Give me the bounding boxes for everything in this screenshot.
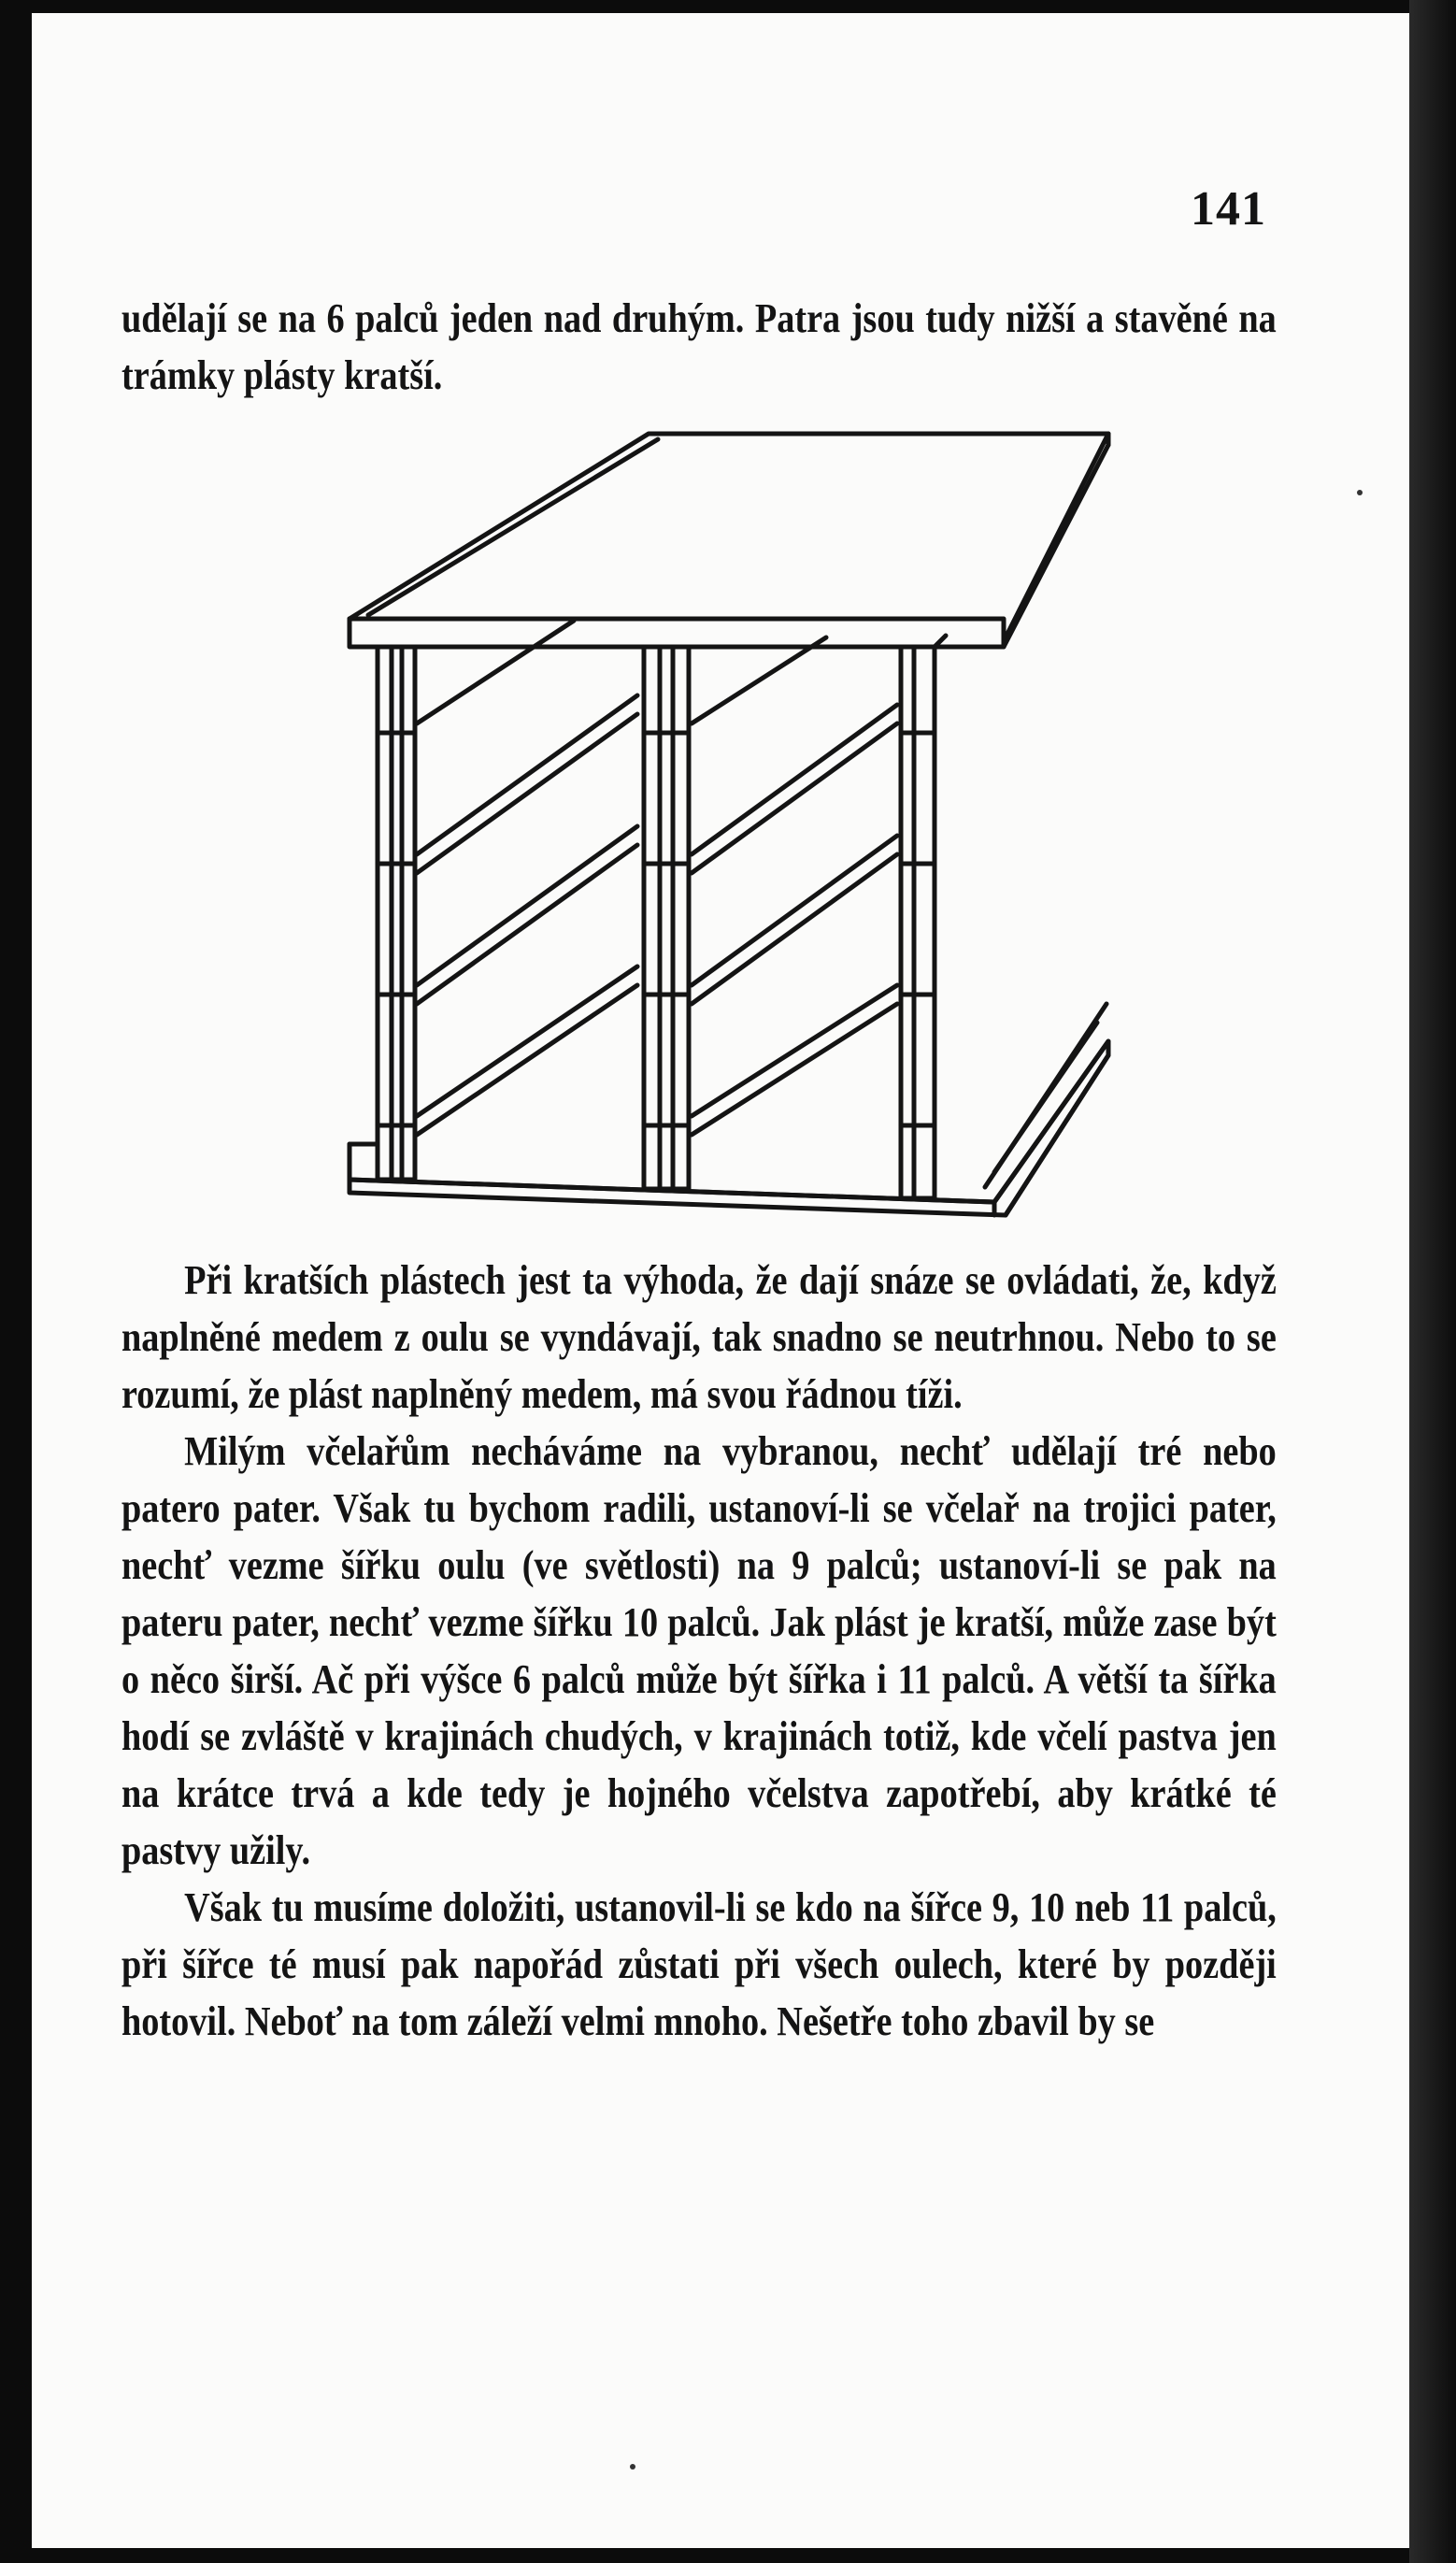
intro-text-block	[121, 290, 1277, 404]
page-edge-shadow	[1409, 0, 1456, 2563]
paragraph-2: Milým včelařům necháváme na vybranou, nechť udělají tré nebo patero pater. Však tu bychom radili, ustanoví-li se včelař na trojici pater, nechť vezme šířku oulu (ve světlosti) na 9 palců; ustanoví-li se pak na pateru pater, nechť vezme šířku 10 palců. Jak plást je kratší, může zase být o něco širší. Ač při výšce 6 palců může být šířka i 11 palců. A větší ta šířka hodí se zvláště v krajinách chudých, v krajinách totiž, kde včelí pastva jen na krátce trvá a kde tedy je hojného včelstva zapotřebí, aby krátké té pastvy užily.	[121, 1427, 1277, 1873]
hive-frame-illustration	[340, 424, 1135, 1238]
intro-paragraph: udělají se na 6 palců jeden nad druhým. Patra jsou tudy nižší a stavěné na trámky plásty kratší.	[121, 294, 1277, 398]
speck-mark	[630, 2464, 635, 2470]
book-page	[32, 13, 1409, 2548]
paragraph-3: Však tu musíme doložiti, ustanovil-li se kdo na šířce 9, 10 neb 11 palců, při šířce té musí pak napořád zůstati při všech oulech, které by později hotovil. Neboť na tom záleží velmi mnoho. Nešetře toho zbavil by se	[121, 1883, 1277, 2044]
paragraph-1: Při kratších plástech jest ta výhoda, že dají snáze se ovládati, že, když naplněné medem z oulu se vyndávají, tak snadno se neutrhnou. Nebo to se rozumí, že plást naplněný medem, má svou řádnou tíži.	[121, 1256, 1277, 1417]
speck-mark	[1357, 490, 1363, 495]
page-number: 141	[1191, 182, 1266, 236]
main-text-block	[121, 1252, 1277, 2050]
beehive-frame-rack-icon	[340, 424, 1135, 1238]
